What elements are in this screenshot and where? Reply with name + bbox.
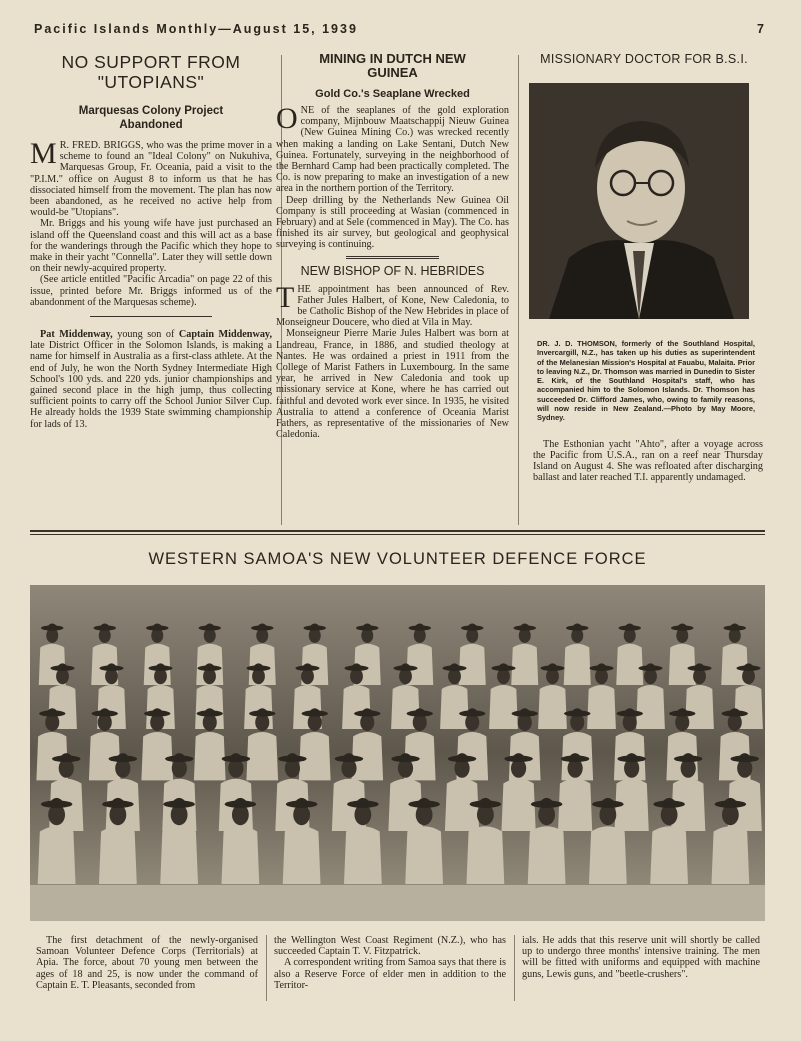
- divider-line: [90, 316, 212, 317]
- column-rule-4: [514, 935, 515, 1001]
- article-body-utopians: [30, 137, 272, 308]
- dropcap-t: T: [276, 280, 295, 314]
- samoa-para-1: The first detachment of the newly-organised Samoan Volunteer Defence Corps (Territorials) at Apia. The force, about 70 young men between the ages of 18 and 25, is now under the command of Captain E. T. Pleasants, seconded from: [36, 935, 258, 991]
- samoa-para-2b: A correspondent writing from Samoa says that there is also a Reserve Force of elder men in addition to the Territor-: [274, 957, 506, 991]
- samoa-text-col-2: [274, 935, 506, 991]
- middenway-text-b: late District Officer in the Solomon Islands, is making a name for himself in Australia as a first-class athlete. At the end of July, he won the North Sydney Intermediate High School's 100 yds. and 220 yds. junior championships and gained second place in the high jump, thus collecting sufficient points to carry off the School Junior Silver Cup. He already holds the 1939 State swimming championship for lads of 13.: [30, 340, 272, 430]
- bishop-para-2: Monseigneur Pierre Marie Jules Halbert was born at Landreau, France, in 1886, and studied theology at Nantes. He was ordained a priest in 1911 from the College of Marist Fathers in Luxembourg. In the same year, he arrived in New Caledonia and took up missionary service at Kone, where he has carried out faithful and devoted work ever since. In 1935, he visited Australia to attend a conference of Oceania Marist Fathers, as representative of the missionaries of New Caledonia.: [276, 328, 509, 441]
- captain-middenway: Captain Middenway,: [178, 329, 272, 341]
- samoa-para-3: ials. He adds that this reserve unit will shortly be called up to undergo three months' intensive training. The men will be fitted with uniforms and equipped with machine guns, Lewis guns, and "beetle-crushers".: [522, 935, 760, 980]
- article-title-missionary: MISSIONARY DOCTOR FOR B.S.I.: [540, 52, 748, 66]
- column-rule-2: [518, 55, 519, 525]
- mining-para-2: Deep drilling by the Netherlands New Guinea Oil Company is still proceeding at Wasian (commenced in February) and at Sele (commenced in May). The Co. has finished its air survey, but geological and geophysical surveying is continuing.: [276, 194, 509, 251]
- column-utopians: [30, 52, 272, 430]
- article-body-middenway: [30, 329, 272, 430]
- article-subtitle-utopians: Marquesas Colony Project Abandoned: [78, 105, 224, 131]
- page-number: 7: [757, 22, 764, 36]
- portrait-photo: [529, 83, 749, 319]
- article-body-mining: [276, 102, 509, 251]
- divider-double-line: [346, 256, 439, 257]
- column-missionary: [525, 52, 763, 483]
- section-rule-top: [30, 530, 765, 532]
- masthead: [34, 22, 764, 42]
- bishop-para-1: HE appointment has been announced of Rev. Father Jules Halbert, of Kone, New Caledonia, to be Catholic Bishop of the New Hebrides in place of Monseigneur Doucere, who died at Vila in May.: [276, 283, 509, 329]
- samoa-title: WESTERN SAMOA'S NEW VOLUNTEER DEFENCE FORCE: [148, 550, 647, 568]
- article-body-bishop: [276, 280, 509, 441]
- samoa-para-2a: the Wellington West Coast Regiment (N.Z.), who has succeeded Captain T. V. Fitzpatrick.: [274, 935, 506, 958]
- mining-para-1: NE of the seaplanes of the gold exploration company, Mijnbouw Maatschappij Nieuw Guinea (New Guinea Mining Co.) was wrecked recently when making a landing on Lake Sentani, Dutch New Guinea. Fortunately, surveying in the neighborhood of the Bernhard Camp had been practically completed. The Co. is now preparing to make an investigation of a new area in the northern portion of the Territory.: [276, 105, 509, 195]
- article-body-yacht: [533, 439, 763, 484]
- dropcap-o: O: [276, 102, 298, 135]
- masthead-title: Pacific Islands Monthly—August 15, 1939: [34, 22, 358, 36]
- dropcap-m: M: [30, 137, 57, 170]
- column-rule-3: [266, 935, 267, 1001]
- middenway-text-a: young son of: [112, 329, 179, 341]
- portrait-illustration: [529, 83, 749, 319]
- utopians-para-1: R. FRED. BRIGGS, who was the prime mover in a scheme to found an "Ideal Colony" on Nukuhiva, Marquesas Group, Fr. Oceania, paid a visit to the "P.I.M." office on August 8 to inform us that he has dissociated himself from the movement. The plan has now been abandoned, as he received no active help from would-be "Utopians".: [30, 140, 272, 219]
- samoa-text-col-3: [522, 935, 760, 980]
- samoa-group-photo: [30, 585, 765, 921]
- column-mining: [276, 52, 509, 440]
- middenway-name: Pat Middenway,: [40, 329, 113, 341]
- utopians-para-2: Mr. Briggs and his young wife have just purchased an island off the Queensland coast and this will act as a base for the wanderings through the Pacific which they hope to make in their yacht "Connella". Later they will settle down on their newly-acquired property.: [30, 218, 272, 275]
- samoa-group-illustration: [30, 585, 765, 921]
- samoa-text-col-1: [36, 935, 258, 991]
- article-title-utopians: NO SUPPORT FROM "UTOPIANS": [61, 52, 241, 92]
- article-title-mining: MINING IN DUTCH NEW GUINEA: [319, 51, 466, 80]
- yacht-para: The Esthonian yacht "Ahto", after a voyage across the Pacific from U.S.A., ran on a reef near Thursday Island on August 4. She was refloated after discharging ballast and later reached T.I. apparently undamaged.: [533, 438, 763, 484]
- utopians-para-3: (See article entitled "Pacific Arcadia" on page 22 of this issue, printed before Mr. Briggs informed us of the abandonment of the Marquesas scheme).: [30, 274, 272, 308]
- divider-double-line-b: [346, 258, 439, 259]
- article-subtitle-mining: Gold Co.'s Seaplane Wrecked: [315, 88, 470, 100]
- portrait-caption: DR. J. D. THOMSON, formerly of the Southland Hospital, Invercargill, N.Z., has taken up his duties as superintendent of the Melanesian Mission's Hospital at Fauabu, Malaita. Prior to leaving N.Z., Dr. Thomson was married in Dunedin to Sister E. Kirk, of the Southland Hospital's staff, who has accompanied him to the Solomon Islands. Dr. Thomson has succeeded Dr. Clifford James, who, owing to family reasons, will now reside in New Zealand.—Photo by May Moore, Sydney.: [537, 339, 755, 423]
- article-title-bishop: NEW BISHOP OF N. HEBRIDES: [300, 263, 485, 278]
- section-rule-bottom: [30, 534, 765, 535]
